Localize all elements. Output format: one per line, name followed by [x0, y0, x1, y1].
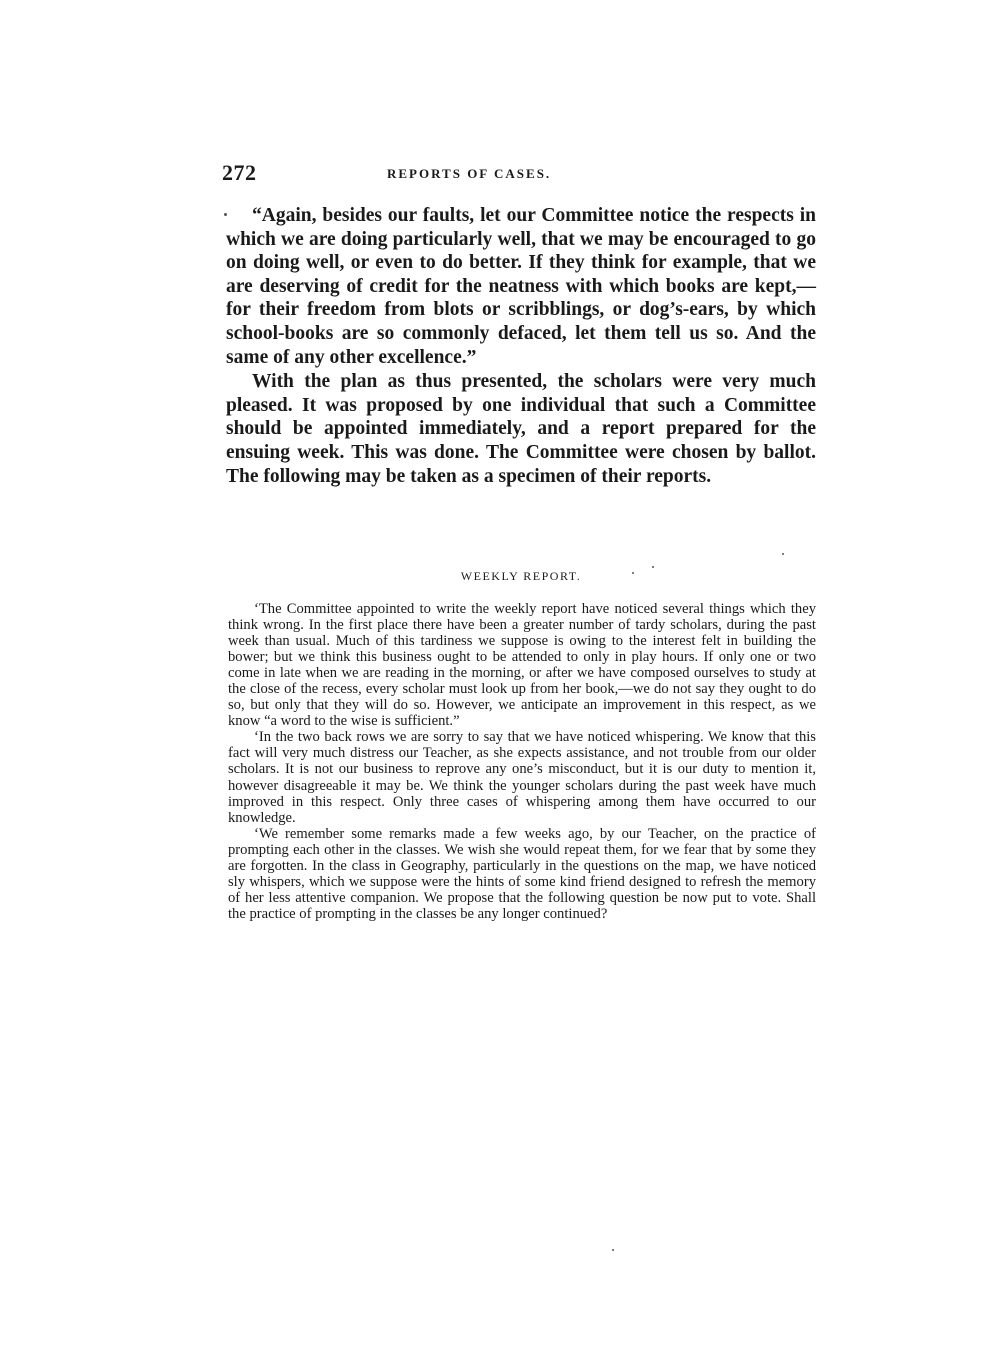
report-paragraph-tardiness: ‘The Committee appointed to write the weekly report have noticed several things which they think wrong. In the first place there have been a greater number of tardy scholars, during the past week than usual. Much of this tardiness we suppose is owing to the interest felt in building the bower; but we think this business ought to be attended to only in play hours. If only one or two come in late when we are reading in the morning, or after we have composed ourselves to study at the close of the recess, every scholar must look up from her book,—we do not say they ought to do so, but only that they will do so. However, we anticipate an improvement in this respect, as we know “a word to the wise is sufficient.”: [228, 601, 816, 730]
report-paragraph-whispering: ‘In the two back rows we are sorry to say that we have noticed whispering. We know that this fact will very much distress our Teacher, as she expects assistance, and not trouble from our older scholars. It is not our business to reprove any one’s misconduct, but it is our duty to mention it, however disagreeable it may be. We think the younger scholars during the past week have much improved in this respect. Only three cases of whispering among them have occurred to our knowledge.: [228, 729, 816, 826]
paragraph-committee-notice: “Again, besides our faults, let our Committee notice the respects in which we are doing particularly well, that we may be encouraged to go on doing well, or even to do better. If they think for example, that we are deserving of credit for the neatness with which books are kept,—for their freedom from blots or scribblings, or dog’s-ears, by which school-books are so commonly defaced, let them tell us so. And the same of any other excellence.”: [226, 205, 816, 368]
report-paragraph-prompting: ‘We remember some remarks made a few weeks ago, by our Teacher, on the practice of prompting each other in the classes. We wish she would repeat them, for we fear that by some they are forgotten. In the class in Geography, particularly in the questions on the map, we have noticed sly whispers, which we suppose were the hints of some kind friend designed to refresh the memory of her less attentive companion. We propose that the following question be now put to vote. Shall the practice of prompting in the classes be any longer continued?: [228, 825, 816, 922]
scan-speck: [224, 213, 227, 216]
main-text: [226, 204, 816, 488]
scan-speck: [652, 566, 654, 568]
scan-speck: [612, 1249, 614, 1251]
scan-speck: [782, 553, 784, 555]
paragraph-plan-presented: With the plan as thus presented, the scholars were very much pleased. It was proposed by one individual that such a Committee should be appointed immediately, and a report prepared for the ensuing week. This was done. The Committee were chosen by ballot. The following may be taken as a specimen of their reports.: [226, 371, 816, 487]
page-header: [222, 160, 818, 186]
page-number: 272: [222, 160, 257, 185]
running-head: REPORTS OF CASES.: [387, 166, 552, 181]
scan-speck: [632, 572, 634, 574]
weekly-report: [228, 601, 816, 922]
section-heading: WEEKLY REPORT.: [460, 569, 582, 583]
